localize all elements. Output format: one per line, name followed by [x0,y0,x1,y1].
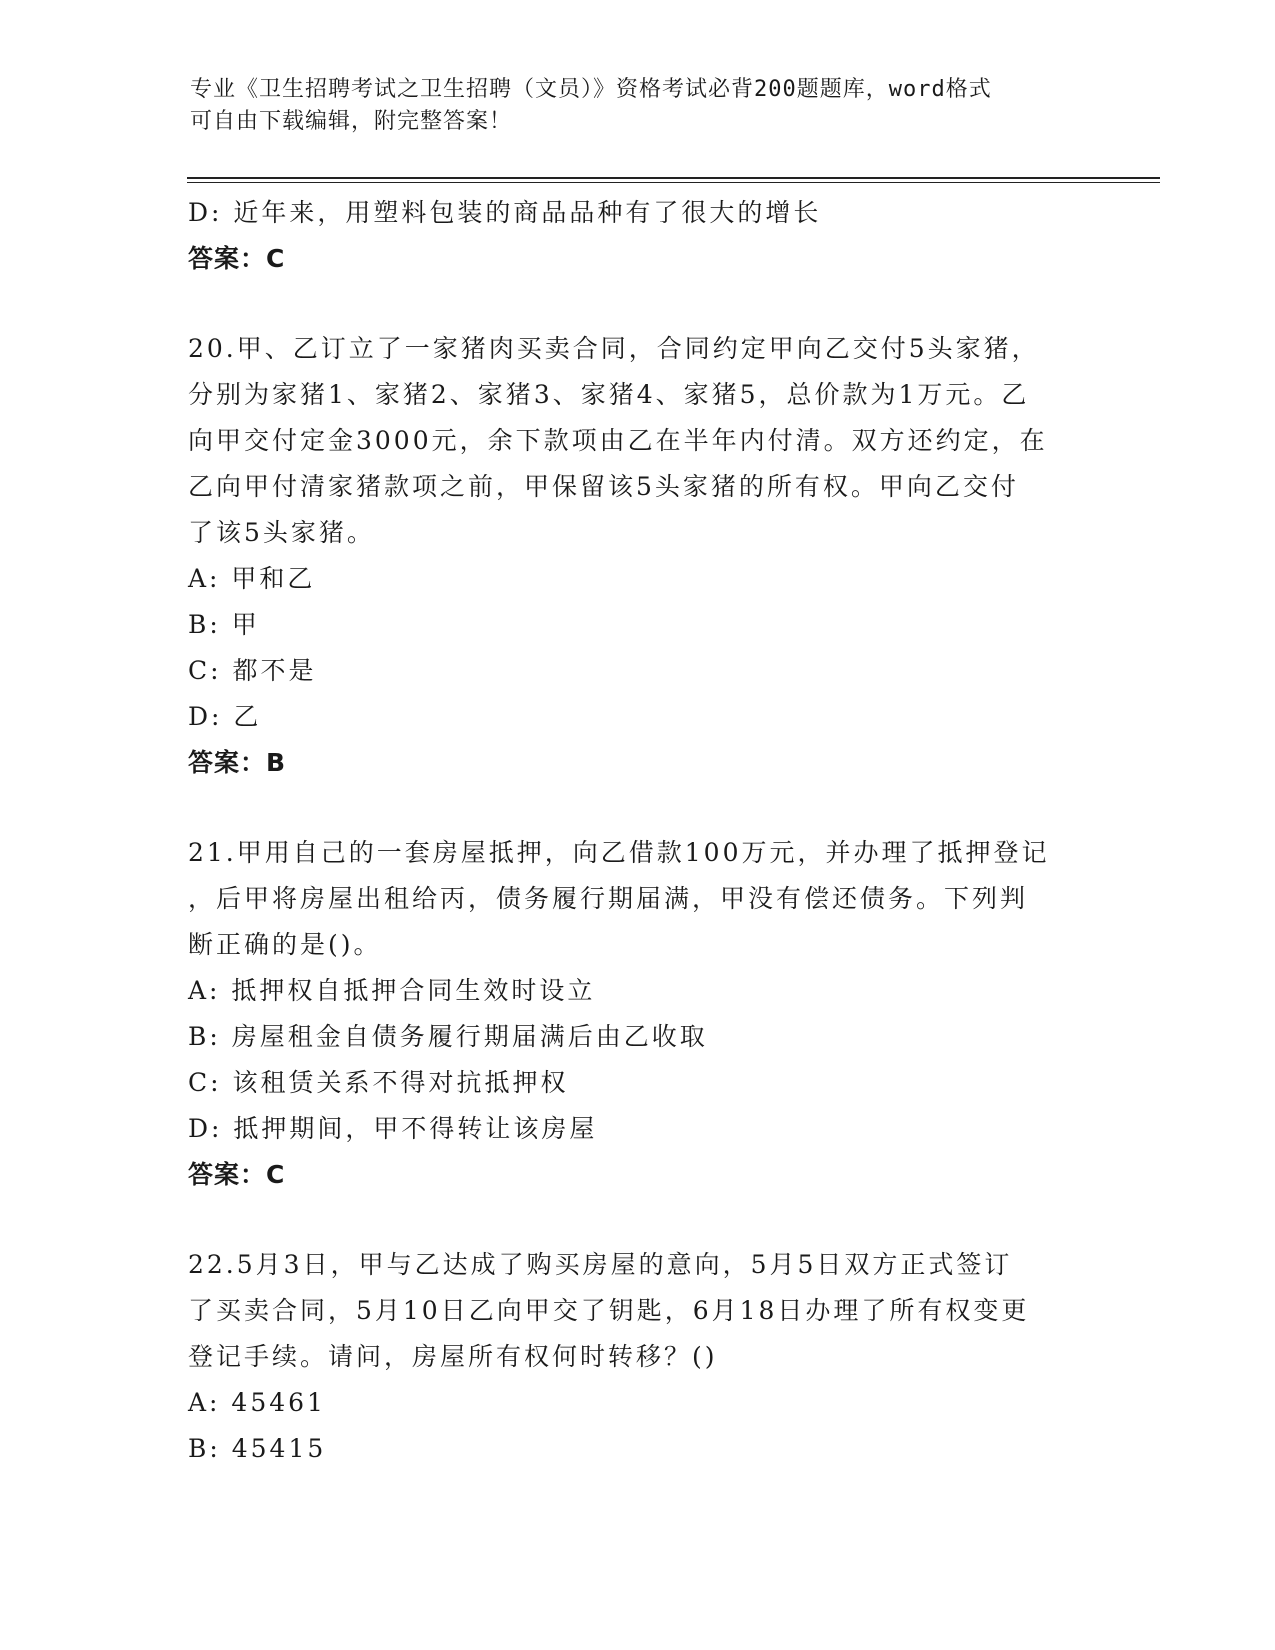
q20-option-b: B: 甲 [188,610,260,639]
q22-stem-line-2: 了买卖合同，5月10日乙向甲交了钥匙，6月18日办理了所有权变更 [188,1296,1030,1325]
q19-answer: 答案：C [188,244,286,273]
q19-option-d: D: 近年来，用塑料包装的商品品种有了很大的增长 [188,198,822,227]
q20-stem-line-4: 乙向甲付清家猪款项之前，甲保留该5头家猪的所有权。甲向乙交付 [188,472,1019,501]
question-content [188,190,1088,1472]
q21-stem-line-3: 断正确的是()。 [188,930,382,959]
q20-stem-line-3: 向甲交付定金3000元，余下款项由乙在半年内付清。双方还约定，在 [188,426,1048,455]
q21-option-a: A: 抵押权自抵押合同生效时设立 [188,976,596,1005]
q21-stem-line-1: 21.甲用自己的一套房屋抵押，向乙借款100万元，并办理了抵押登记 [188,838,1050,867]
q20-option-d: D: 乙 [188,702,262,731]
q22-stem-line-3: 登记手续。请问，房屋所有权何时转移？() [188,1342,718,1371]
question-gap [188,1198,1088,1242]
header-line-2: 可自由下载编辑，附完整答案！ [190,109,513,134]
header-line-1: 专业《卫生招聘考试之卫生招聘（文员）》资格考试必背200题题库，word格式 [190,77,992,102]
q21-option-d: D: 抵押期间，甲不得转让该房屋 [188,1114,598,1143]
q21-stem-line-2: ，后甲将房屋出租给丙，债务履行期届满，甲没有偿还债务。下列判 [188,884,1029,913]
q22-option-b: B: 45415 [188,1434,327,1463]
q22-option-a: A: 45461 [188,1388,326,1417]
q20-stem-line-5: 了该5头家猪。 [188,518,375,547]
q22-stem-line-1: 22.5月3日，甲与乙达成了购买房屋的意向，5月5日双方正式签订 [188,1250,1013,1279]
q20-option-c: C: 都不是 [188,656,317,685]
q20-stem-line-1: 20.甲、乙订立了一家猪肉买卖合同，合同约定甲向乙交付5头家猪， [188,334,1040,363]
header-divider-thin [187,182,1160,183]
header-divider-thick [187,177,1160,179]
q21-option-c: C: 该租赁关系不得对抗抵押权 [188,1068,569,1097]
q21-option-b: B: 房屋租金自债务履行期届满后由乙收取 [188,1022,708,1051]
q20-stem-line-2: 分别为家猪1、家猪2、家猪3、家猪4、家猪5，总价款为1万元。乙 [188,380,1030,409]
q21-answer: 答案：C [188,1160,286,1189]
document-header [190,74,1090,138]
q20-option-a: A: 甲和乙 [188,564,316,593]
question-gap [188,786,1088,830]
question-gap [188,282,1088,326]
q20-answer: 答案：B [188,748,287,777]
